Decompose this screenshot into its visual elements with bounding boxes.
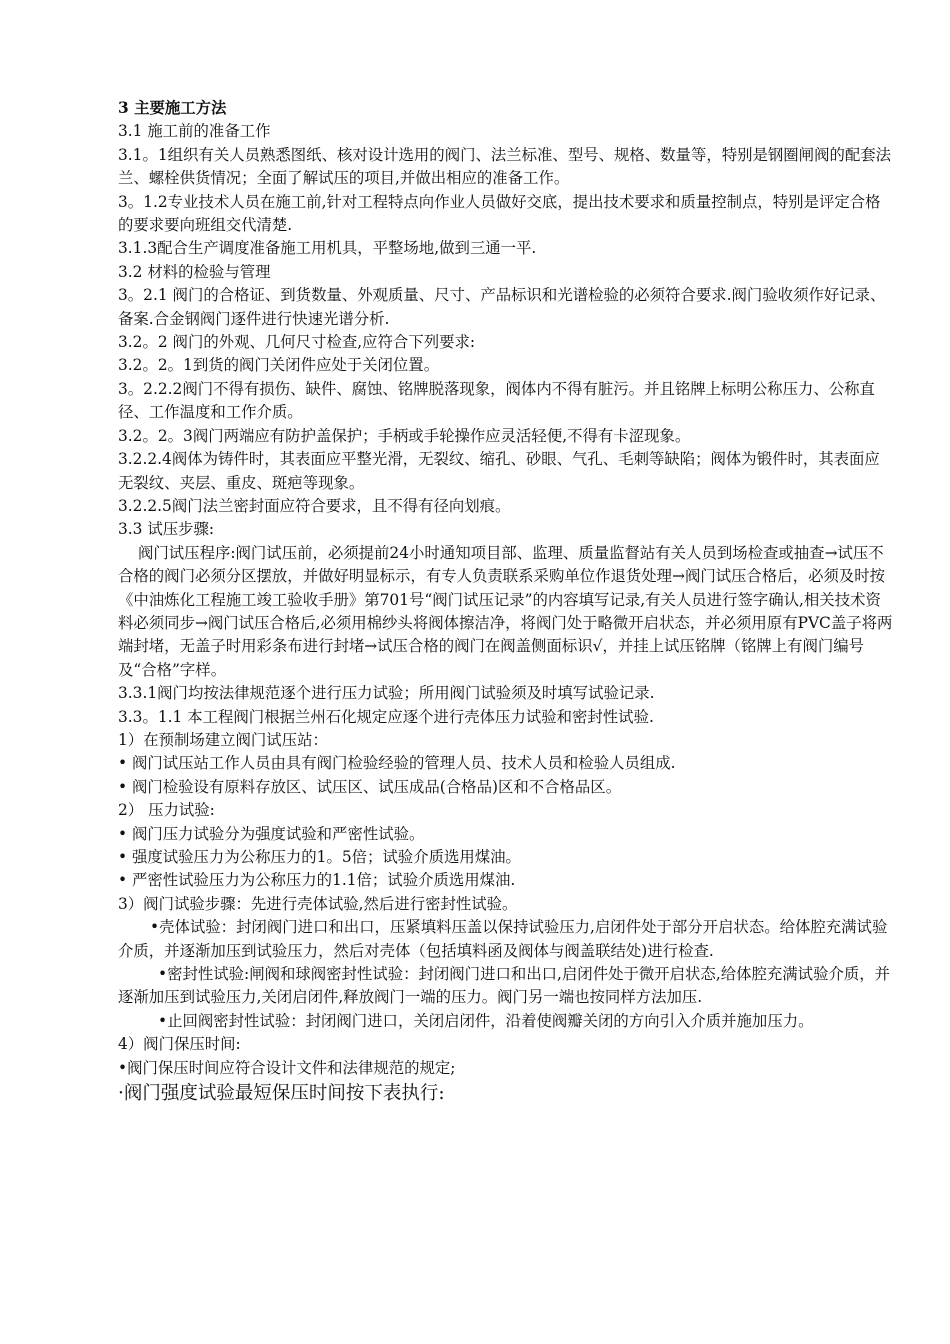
paragraph-3-2-2-4: 3.2.2.4阀体为铸件时，其表面应平整光滑，无裂纹、缩孔、砂眼、气孔、毛刺等缺陷；阀体为锻件时，其表面应无裂纹、夹层、重皮、斑疤等现象。	[118, 450, 880, 492]
paragraph-3-2-2-5: 3.2.2.5阀门法兰密封面应符合要求，且不得有径向划痕。	[118, 496, 511, 515]
subsection-title-3-3: 3.3 试压步骤:	[118, 520, 215, 539]
list-item-1: 1）在预制场建立阀门试压站：	[118, 730, 328, 749]
paragraph-3-2-2-3: 3.2。2。3阀门两端应有防护盖保护；手柄或手轮操作应灵活轻便,不得有卡涩现象。	[118, 426, 691, 445]
check-valve-test-paragraph: •止回阀密封性试验：封闭阀门进口，关闭启闭件，沿着使阀瓣关闭的方向引入介质并施加压力。	[158, 1011, 814, 1030]
bullet-item: •阀门保压时间应符合设计文件和法律规范的规定;	[118, 1058, 456, 1077]
list-item-2: 2） 压力试验:	[118, 801, 215, 820]
bullet-item: • 阀门压力试验分为强度试验和严密性试验。	[118, 824, 425, 843]
bullet-item: • 阀门试压站工作人员由具有阀门检验经验的管理人员、技术人员和检验人员组成.	[118, 754, 676, 773]
subsection-title-3-1: 3.1 施工前的准备工作	[118, 122, 271, 141]
paragraph-3-2-2: 3.2。2 阀门的外观、几何尺寸检查,应符合下列要求:	[118, 333, 476, 352]
bullet-item: • 强度试验压力为公称压力的1。5倍；试验介质选用煤油。	[118, 848, 521, 866]
bullet-item: • 严密性试验压力为公称压力的1.1倍；试验介质选用煤油.	[118, 871, 516, 890]
paragraph-3-1-1: 3.1。1组织有关人员熟悉图纸、核对设计选用的阀门、法兰标准、型号、规格、数量等，特别是钢圈闸阀的配套法兰、螺栓供货情况；全面了解试压的项目,并做出相应的准备工作。	[118, 145, 892, 188]
seal-test-paragraph: •密封性试验:闸阀和球阀密封性试验：封闭阀门进口和出口,启闭件处于微开启状态,给体腔充满试验介质，并逐渐加压到试验压力,关闭启闭件,释放阀门一端的压力。阀门另一端也按同样方法加压.	[118, 965, 891, 1007]
paragraph-3-3-intro: 阀门试压程序:阀门试压前，必须提前24小时通知项目部、监理、质量监督站有关人员到场检查或抽查→试压不合格的阀门必须分区摆放，并做好明显标示，有专人负责联系采购单位作退货处理→阀门试压合格后，必须及时按《中油炼化工程施工竣工验收手册》第701号“阀门试压记录”的内容填写记录,有关人员进行签字确认,相关技术资料必须同步→阀门试压合格后,必须用棉纱头将阀体擦洁净，将阀门处于略微开启状态，并必须用原有PVC盖子将两端封堵，无盖子时用彩条布进行封堵→试压合格的阀门在阀盖侧面标识√，并挂上试压铭牌（铭牌上有阀门编号及“合格”字样。	[118, 543, 893, 679]
paragraph-3-1-2: 3。1.2专业技术人员在施工前,针对工程特点向作业人员做好交底，提出技术要求和质量控制点，特别是评定合格的要求要向班组交代清楚.	[118, 192, 881, 235]
paragraph-3-1-3: 3.1.3配合生产调度准备施工用机具，平整场地,做到三通一平.	[118, 239, 537, 258]
paragraph-3-3-1: 3.3.1阀门均按法律规范逐个进行压力试验；所用阀门试验须及时填写试验记录.	[118, 684, 655, 703]
list-item-3: 3）阀门试验步骤：先进行壳体试验,然后进行密封性试验。	[118, 894, 518, 913]
document-page	[118, 97, 893, 1107]
paragraph-3-2-1: 3。2.1 阀门的合格证、到货数量、外观质量、尺寸、产品标识和光谱检验的必须符合要求.阀门验收须作好记录、备案.合金钢阀门逐件进行快速光谱分析.	[118, 286, 886, 328]
list-item-4: 4）阀门保压时间:	[118, 1035, 241, 1054]
shell-test-paragraph: •壳体试验：封闭阀门进口和出口，压紧填料压盖以保持试验压力,启闭件处于部分开启状态。给体腔充满试验介质，并逐渐加压到试验压力，然后对壳体（包括填料函及阀体与阀盖联结处)进行检查.	[118, 918, 888, 960]
paragraph-3-2-2-2: 3。2.2.2阀门不得有损伤、缺件、腐蚀、铭牌脱落现象，阀体内不得有脏污。并且铭牌上标明公称压力、公称直径、工作温度和工作介质。	[118, 379, 875, 422]
subsection-title-3-2: 3.2 材料的检验与管理	[118, 262, 271, 281]
section-heading: 3 主要施工方法	[118, 99, 227, 117]
bullet-item: • 阀门检验设有原料存放区、试压区、试压成品(合格品)区和不合格品区。	[118, 777, 622, 796]
table-intro-line: ·阀门强度试验最短保压时间按下表执行:	[118, 1083, 445, 1105]
paragraph-3-2-2-1: 3.2。2。1到货的阀门关闭件应处于关闭位置。	[118, 356, 440, 375]
paragraph-3-3-1-1: 3.3。1.1 本工程阀门根据兰州石化规定应逐个进行壳体压力试验和密封性试验.	[118, 707, 654, 726]
